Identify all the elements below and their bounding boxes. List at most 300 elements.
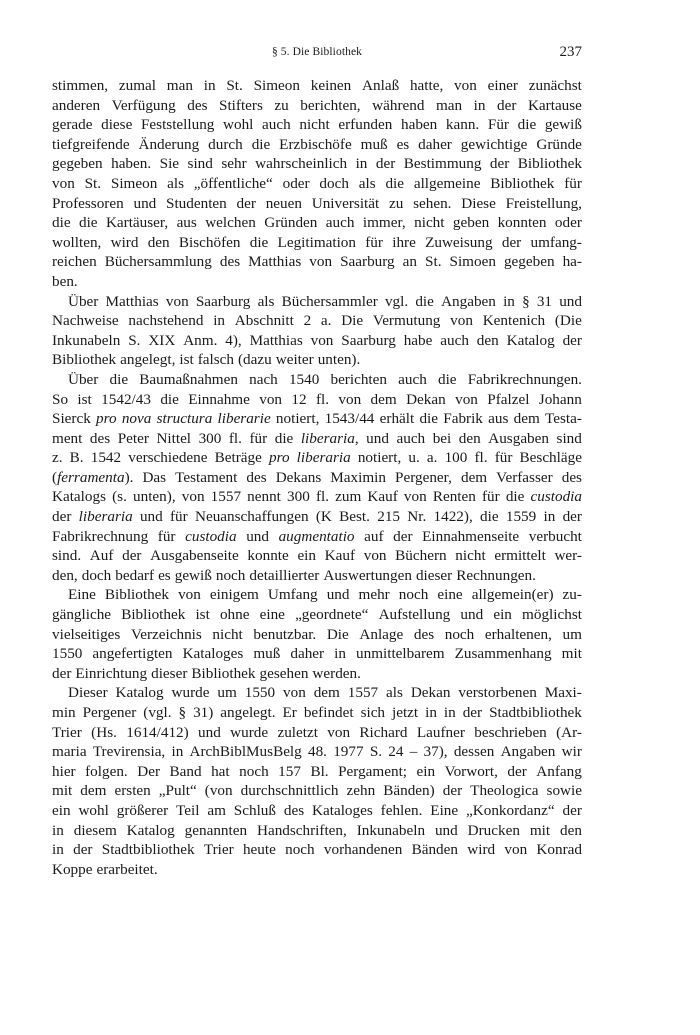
word: die xyxy=(505,488,525,506)
word: 1543/44 xyxy=(324,410,375,428)
word: als xyxy=(257,292,275,310)
word: des xyxy=(283,801,305,819)
word: § xyxy=(522,292,530,310)
word: Abschnitt xyxy=(234,312,294,330)
word: einigem xyxy=(209,586,259,604)
word: XIX xyxy=(148,331,176,349)
word: Zuweisung xyxy=(425,233,493,251)
word: Bischöfen xyxy=(178,233,241,251)
text-line xyxy=(52,448,582,468)
text-line xyxy=(52,821,582,841)
word: „öffentliche“ xyxy=(193,174,273,192)
word: und xyxy=(246,527,269,545)
word: haben xyxy=(401,116,438,134)
word: und xyxy=(366,429,389,447)
word: – xyxy=(409,743,418,761)
word: für xyxy=(494,449,513,467)
word: auch xyxy=(396,429,426,447)
word: Sierck xyxy=(52,410,91,428)
word: Umfang xyxy=(267,586,318,604)
word: Dieser xyxy=(68,684,108,702)
word: „geordnete“ xyxy=(295,606,369,624)
word: die xyxy=(52,214,71,232)
word: 48. xyxy=(307,743,327,761)
word: die xyxy=(419,410,439,428)
word: wurde xyxy=(230,723,269,741)
word: Studenten xyxy=(166,194,227,212)
word: (vgl. xyxy=(143,704,172,721)
word: angefertigten xyxy=(92,645,173,663)
word: Saarburg xyxy=(195,292,251,310)
word: auf xyxy=(364,527,384,545)
text-line xyxy=(52,350,582,370)
word: nova xyxy=(121,410,152,428)
text-line xyxy=(52,331,582,351)
word: ein xyxy=(416,762,436,780)
word: nach xyxy=(249,370,278,388)
running-head-title: § 5. Die Bibliothek xyxy=(271,46,363,58)
word: Kartäuser, xyxy=(105,214,169,232)
word: dem xyxy=(370,390,397,408)
word: als xyxy=(358,174,376,192)
word: angelegt, xyxy=(120,351,176,369)
word: St. xyxy=(84,174,102,192)
word: zu xyxy=(274,96,289,114)
text-line xyxy=(52,644,582,664)
word: die xyxy=(78,214,98,232)
word: liberaria xyxy=(78,508,133,526)
word: benutzbar. xyxy=(253,625,317,643)
word: gewiß xyxy=(174,566,212,584)
word: die xyxy=(274,429,294,447)
text-line xyxy=(52,683,582,703)
word: die xyxy=(109,370,129,388)
word: um xyxy=(562,625,582,643)
text-line xyxy=(52,292,582,312)
word: gewichtige xyxy=(460,135,528,153)
paragraph xyxy=(52,370,582,586)
word: des xyxy=(413,625,435,643)
word: als xyxy=(386,684,403,702)
word: immer, xyxy=(362,214,406,232)
word: unten), xyxy=(133,488,176,506)
word: 31) xyxy=(193,704,214,721)
word: Einnahme xyxy=(188,390,250,408)
word: Dekan xyxy=(406,390,446,408)
text-line xyxy=(52,605,582,625)
word: Vermutung xyxy=(372,312,441,330)
word: Inkunabeln xyxy=(356,821,426,839)
word: Simeon xyxy=(110,174,158,192)
word: nicht xyxy=(212,625,243,643)
word: Bl. xyxy=(310,762,329,780)
word: des xyxy=(246,468,267,486)
word: 2 xyxy=(303,312,312,330)
word: dem xyxy=(80,782,107,800)
word: von xyxy=(450,312,473,330)
word: berichten, xyxy=(300,96,361,114)
word: den, xyxy=(52,566,78,584)
text-line xyxy=(52,487,582,507)
text-line xyxy=(52,507,582,527)
word: sind xyxy=(187,155,213,173)
word: notiert, xyxy=(357,449,402,467)
word: Die xyxy=(341,312,364,330)
word: oder xyxy=(554,214,582,232)
word: in xyxy=(334,645,346,663)
word: fl. xyxy=(315,488,330,506)
word: noch xyxy=(239,762,269,780)
word: Nittel xyxy=(156,429,192,447)
word: die xyxy=(160,390,179,408)
word: der xyxy=(122,547,142,565)
word: in xyxy=(171,743,184,761)
word: bedarf xyxy=(115,566,155,584)
word: structura xyxy=(156,410,213,428)
word: Stadtbibliothek xyxy=(489,704,582,721)
word: reichen xyxy=(52,253,97,271)
word: Aufstellung xyxy=(378,606,451,624)
word: fl. xyxy=(228,429,242,447)
word: 1542/43 xyxy=(101,390,151,408)
word: Angaben xyxy=(500,743,556,761)
word: von xyxy=(363,547,387,565)
word: pro xyxy=(96,410,117,428)
word: Verzeichnis xyxy=(130,625,202,643)
word: liberarie xyxy=(217,410,271,428)
word: Fabrikrechnungen. xyxy=(467,370,582,388)
word: Matthias xyxy=(249,331,303,349)
word: Kentenich xyxy=(482,312,546,330)
word: es xyxy=(396,135,410,153)
word: Simoen xyxy=(449,253,496,271)
word: doch xyxy=(81,566,112,584)
word: Beträge xyxy=(214,449,262,467)
word: wer- xyxy=(554,547,582,565)
word: Renten xyxy=(432,488,476,506)
word: 1559 xyxy=(505,508,537,526)
word: in xyxy=(543,508,556,526)
word: 1422), xyxy=(433,508,473,526)
text-line xyxy=(52,566,582,586)
word: dieser xyxy=(415,566,453,584)
word: verbucht xyxy=(528,527,582,545)
word: Freistellung, xyxy=(505,194,582,212)
word: für xyxy=(481,488,500,506)
word: und xyxy=(559,292,582,310)
word: Pergener, xyxy=(395,468,452,486)
word: von xyxy=(178,586,201,604)
word: die xyxy=(385,174,405,192)
word: in xyxy=(213,312,226,330)
word: auch xyxy=(398,370,427,388)
word: liberaria, xyxy=(300,429,359,447)
word: von xyxy=(309,253,333,271)
word: Matthias xyxy=(248,253,302,271)
word: während xyxy=(372,96,425,114)
text-line xyxy=(52,762,582,782)
word: mit xyxy=(52,782,73,800)
word: wahrscheinlich xyxy=(255,155,348,173)
text-line xyxy=(52,390,582,410)
word: ein xyxy=(493,606,512,624)
word: 1557 xyxy=(347,684,379,702)
word: § xyxy=(178,704,187,721)
text-line xyxy=(52,468,582,488)
word: tiefgreifende xyxy=(52,135,130,153)
word: ben. xyxy=(52,272,78,290)
word: daher xyxy=(290,645,325,663)
word: wir xyxy=(561,743,582,761)
word: ihre xyxy=(392,233,416,251)
word: Auswertungen xyxy=(323,566,412,584)
word: den xyxy=(560,821,582,839)
paragraph xyxy=(52,585,582,683)
word: muß xyxy=(360,135,388,153)
word: 100 xyxy=(444,449,468,467)
word: dem xyxy=(460,468,488,486)
word: Katalog xyxy=(506,331,555,349)
word: muß xyxy=(253,645,281,663)
word: Katalog xyxy=(115,684,164,702)
word: noch xyxy=(398,586,429,604)
word: den xyxy=(458,429,481,447)
word: die xyxy=(415,292,434,310)
word: durch xyxy=(208,135,243,153)
word: die xyxy=(249,233,269,251)
word: (K xyxy=(315,508,332,526)
word: der xyxy=(393,527,413,545)
word: (dazu xyxy=(238,351,272,369)
text-line xyxy=(52,174,582,194)
word: Universität xyxy=(311,194,380,212)
word: es xyxy=(158,566,171,584)
word: von xyxy=(283,684,306,702)
word: Einnahmenseite xyxy=(422,527,520,545)
word: die xyxy=(437,370,457,388)
word: 1542 xyxy=(90,449,122,467)
word: Verfügung xyxy=(111,96,176,114)
word: erhält xyxy=(379,410,415,428)
word: und xyxy=(198,723,221,741)
word: Stadtbibliothek xyxy=(101,841,195,859)
word: an xyxy=(402,253,418,271)
word: Johann xyxy=(538,390,582,408)
word: ersten xyxy=(114,782,151,800)
word: stimmen, xyxy=(52,77,109,94)
word: u. xyxy=(408,449,420,467)
word: der xyxy=(489,155,510,173)
paragraph xyxy=(52,76,582,292)
text-line xyxy=(52,233,582,253)
word: ist xyxy=(77,390,92,408)
word: 24 xyxy=(388,743,404,761)
word: sind. xyxy=(52,547,82,565)
word: Trier xyxy=(52,723,82,741)
word: der xyxy=(562,801,582,819)
word: Kartause xyxy=(527,96,582,114)
word: Kataloges xyxy=(182,645,244,663)
word: Theologica xyxy=(470,782,539,800)
word: St. xyxy=(226,77,243,94)
word: (Die xyxy=(554,312,582,330)
word: angelegt. xyxy=(220,704,276,721)
word: der xyxy=(507,762,527,780)
word: nicht xyxy=(455,547,486,565)
word: Trier xyxy=(203,841,234,859)
word: als xyxy=(167,174,184,192)
word: von xyxy=(454,77,477,94)
word: Für xyxy=(487,116,509,134)
word: Bibliothek xyxy=(490,174,555,192)
word: 157 xyxy=(278,762,301,780)
text-line xyxy=(52,76,582,96)
running-head xyxy=(52,44,582,62)
word: zunächst xyxy=(528,77,582,94)
text-line xyxy=(52,409,582,429)
text-line xyxy=(52,154,582,174)
word: mit xyxy=(561,645,582,663)
word: allgemeine xyxy=(413,174,481,192)
word: dem xyxy=(313,684,340,702)
word: Neuanschaffungen xyxy=(194,508,309,526)
word: ist xyxy=(179,351,194,369)
text-line xyxy=(52,370,582,390)
text-line xyxy=(52,703,582,723)
text-line xyxy=(52,546,582,566)
word: Ausgaben xyxy=(488,429,549,447)
word: durchschnittlich xyxy=(240,782,339,800)
word: Testament xyxy=(175,468,238,486)
word: Gründen xyxy=(264,214,318,232)
word: auch xyxy=(262,116,291,134)
word: ist xyxy=(195,606,210,624)
word: Pergament; xyxy=(338,762,408,780)
word: den xyxy=(147,233,170,251)
word: Kauf xyxy=(367,488,398,506)
word: Best. xyxy=(339,508,370,526)
word: augmentatio xyxy=(278,527,355,545)
word: ermittelt xyxy=(494,547,546,565)
word: werden. xyxy=(312,664,361,682)
word: dieser xyxy=(151,664,188,682)
word: von xyxy=(310,331,334,349)
word: fl. xyxy=(474,449,488,467)
word: Pergener xyxy=(82,704,137,721)
word: 1614/412) xyxy=(126,723,189,741)
text-line xyxy=(52,252,582,272)
word: Änderung xyxy=(138,135,200,153)
word: 12 xyxy=(291,390,307,408)
word: von xyxy=(455,390,478,408)
word: zu- xyxy=(562,586,582,604)
word: maria xyxy=(52,743,87,761)
word: zumal xyxy=(118,77,156,94)
word: mehr xyxy=(358,586,390,604)
word: Teil xyxy=(176,801,200,819)
text-line xyxy=(52,781,582,801)
word: erarbeitet. xyxy=(96,860,158,878)
word: Saarburg xyxy=(340,253,395,271)
word: 37), xyxy=(423,743,448,761)
word: oder xyxy=(282,174,310,192)
word: von xyxy=(259,390,282,408)
word: Feststellung xyxy=(140,116,215,134)
word: Büchern xyxy=(395,547,447,565)
word: gewiß xyxy=(544,116,582,134)
word: S. xyxy=(128,331,141,349)
word: und xyxy=(326,586,350,604)
word: neuen xyxy=(265,194,302,212)
word: notiert, xyxy=(275,410,320,428)
word: Stifters xyxy=(219,96,263,114)
word: 1550 xyxy=(244,684,276,702)
word: Das xyxy=(142,468,167,486)
word: um xyxy=(217,684,237,702)
word: Verfasser xyxy=(496,468,553,486)
word: zehn xyxy=(346,782,376,800)
word: Auf xyxy=(89,547,114,565)
word: weiter xyxy=(275,351,314,369)
word: Konrad xyxy=(536,841,582,859)
word: wohl xyxy=(223,116,254,134)
word: für xyxy=(564,174,582,192)
word: Ausgabenseite xyxy=(150,547,239,565)
word: in xyxy=(52,821,64,839)
word: Baumaßnahmen xyxy=(139,370,238,388)
word: hatte, xyxy=(409,77,444,94)
word: konnte xyxy=(247,547,289,565)
word: Simeon xyxy=(253,77,300,94)
word: fl. xyxy=(315,390,330,408)
word: erhaltenen, xyxy=(484,625,552,643)
word: auch xyxy=(440,331,469,349)
word: vorhandenen xyxy=(323,841,403,859)
text-line xyxy=(52,272,582,292)
word: min xyxy=(52,704,76,721)
word: nicht xyxy=(414,214,445,232)
word: a. xyxy=(426,449,438,467)
word: Erzbischöfe xyxy=(279,135,352,153)
word: in xyxy=(503,292,515,310)
word: haben. xyxy=(111,155,152,173)
word: Koppe xyxy=(52,860,93,878)
word: Legitimation xyxy=(277,233,356,251)
word: mit xyxy=(529,821,551,839)
word: a. xyxy=(320,312,332,330)
word: Einrichtung xyxy=(75,664,148,682)
word: Nr. xyxy=(407,508,427,526)
word: größerer xyxy=(116,801,169,819)
word: noch xyxy=(285,841,315,859)
word: der xyxy=(442,782,463,800)
word: unten). xyxy=(317,351,361,369)
word: von xyxy=(504,841,528,859)
word: ohne xyxy=(219,606,250,624)
word: ein xyxy=(297,547,316,565)
word: nachstehend xyxy=(128,312,204,330)
word: der xyxy=(52,664,72,682)
word: Matthias xyxy=(105,292,159,310)
word: die xyxy=(480,508,499,526)
word: Die xyxy=(326,625,349,643)
word: gegeben xyxy=(52,155,103,173)
word: 215 xyxy=(377,508,400,526)
word: Zusammenhang xyxy=(454,645,552,663)
word: Anm. xyxy=(183,331,218,349)
word: diese xyxy=(101,116,133,134)
word: (s. xyxy=(112,488,127,506)
